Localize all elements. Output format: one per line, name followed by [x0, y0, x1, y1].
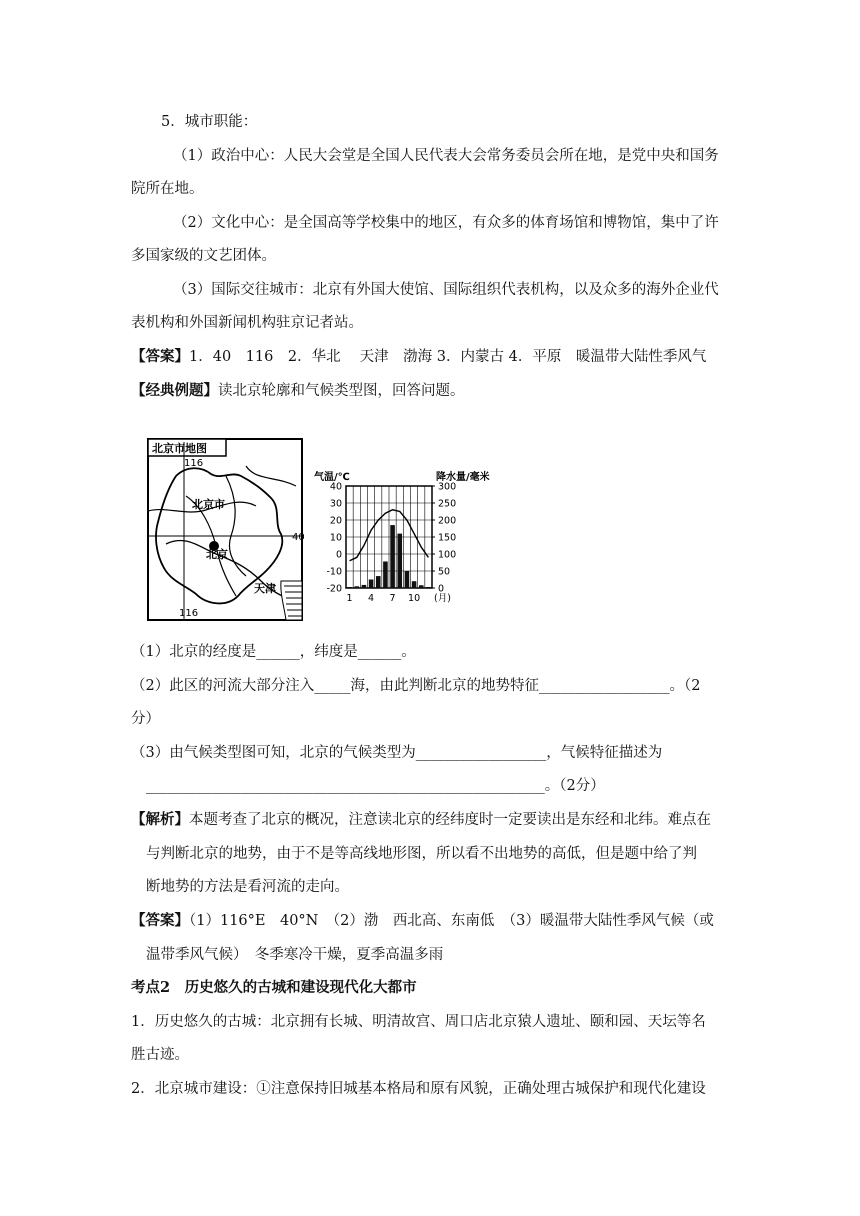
answer-1: [131, 346, 706, 368]
answer-2-line-1: [131, 910, 714, 932]
kp2-item-1-line-2: 胜古迹。: [131, 1047, 189, 1063]
precip-bar-11: [419, 585, 424, 588]
precip-tick-2: 200: [438, 515, 457, 527]
precip-bar-12: [426, 587, 431, 588]
month-tick-2: 7: [389, 593, 396, 604]
temp-tick-5: -10: [326, 566, 342, 578]
month-tick-3: 10: [408, 593, 421, 604]
s5-item-1-line-2: 院所在地。: [131, 181, 204, 197]
s5-item-2-line-1: （2）文化中心：是全国高等学校集中的地区，有众多的体育场馆和博物馆，集中了许: [173, 215, 719, 231]
precip-bar-7: [390, 525, 395, 588]
s5-item-3-line-2: 表机构和外国新闻机构驻京记者站。: [131, 315, 363, 331]
question-2-line-2: 分）: [131, 711, 160, 727]
label-beijing: 北京: [206, 548, 228, 561]
precip-axis-label: 降水量/毫米: [436, 472, 490, 483]
question-2-line-1: （2）此区的河流大部分注入_____海，由此判断北京的地势特征__________________。（2: [131, 678, 701, 694]
precip-tick-0: 300: [438, 481, 457, 493]
question-3-line-2: _______________________________________________________。（2分）: [146, 778, 605, 794]
section-5-title: 5．城市职能：: [161, 114, 258, 130]
beijing-map-and-climate-figure: [146, 436, 536, 622]
analysis-line-1: [131, 809, 711, 831]
precip-bar-5: [376, 576, 381, 588]
answer-2-line-2: 温带季风气候） 冬季寒冷干燥，夏季高温多雨: [146, 947, 444, 963]
precip-tick-4: 100: [438, 549, 457, 561]
analysis-line-3: 断地势的方法是看河流的走向。: [146, 879, 349, 895]
precip-bar-9: [405, 571, 410, 588]
precip-tick-5: 50: [438, 566, 451, 578]
temp-tick-6: -20: [326, 583, 342, 595]
answer-text: 1．40 116 2．华北 天津 渤海 3．内蒙古 4．平原 暖温带大陆性季风气: [189, 349, 707, 365]
kp2-item-2-line-1: 2．北京城市建设：①注意保持旧城基本格局和原有风貌，正确处理古城保护和现代化建设: [131, 1081, 706, 1097]
climate-chart: [314, 470, 490, 604]
precip-bar-3: [362, 585, 367, 588]
precip-tick-3: 150: [438, 532, 457, 544]
label-beijing-shi: 北京市: [192, 498, 225, 511]
temp-tick-1: 30: [329, 498, 342, 510]
temp-tick-0: 40: [329, 481, 342, 493]
month-tick-0: 1: [346, 593, 353, 604]
key-point-2-title: 考点2 历史悠久的古城和建设现代化大都市: [131, 979, 417, 996]
s5-item-2-line-2: 多国家级的文艺团体。: [131, 248, 276, 264]
analysis-tag: 【解析】: [131, 811, 189, 828]
precip-bar-1: [347, 587, 352, 588]
lon-label-top: 116: [184, 458, 204, 469]
beijing-outline-map: [148, 439, 305, 620]
precip-bar-4: [369, 580, 374, 589]
precip-tick-1: 250: [438, 498, 457, 510]
example-heading: [131, 380, 465, 402]
temp-axis-label: 气温/℃: [314, 472, 350, 483]
answer-2-text-1: （1）116°E 40°N （2）渤 西北高、东南低 （3）暖温带大陆性季风气候（或: [189, 913, 714, 929]
month-tick-4: (月): [434, 593, 451, 604]
precip-bar-6: [383, 561, 388, 588]
month-tick-1: 4: [368, 593, 375, 604]
s5-item-1-line-1: （1）政治中心：人民大会堂是全国人民代表大会常务委员会所在地，是党中央和国务: [173, 148, 719, 164]
example-tag: 【经典例题】: [131, 382, 218, 399]
precip-bar-10: [412, 581, 417, 588]
temp-tick-2: 20: [329, 515, 342, 527]
analysis-text-1: 本题考查了北京的概况，注意读北京的经纬度时一定要读出是东经和北纬。难点在: [189, 812, 711, 828]
precip-bar-2: [354, 586, 359, 588]
precip-bar-8: [397, 534, 402, 588]
map-title: 北京市地图: [152, 442, 207, 455]
question-1: （1）北京的经度是______，纬度是______。: [131, 644, 416, 660]
lat-label: 40: [292, 532, 305, 543]
question-3-line-1: （3）由气候类型图可知，北京的气候类型为__________________，气候特征描述为: [131, 745, 663, 761]
precip-tick-6: 0: [438, 583, 445, 595]
answer-tag: 【答案】: [131, 348, 189, 365]
example-text: 读北京轮廓和气候类型图，回答问题。: [218, 383, 465, 399]
analysis-line-2: 与判断北京的地势，由于不是等高线地形图，所以看不出地势的高低，但是题中给了判: [146, 846, 697, 862]
kp2-item-1-line-1: 1．历史悠久的古城：北京拥有长城、明清故宫、周口店北京猿人遗址、颐和园、天坛等名: [131, 1014, 706, 1030]
answer-2-tag: 【答案】: [131, 912, 189, 929]
label-tianjin: 天津: [254, 582, 276, 595]
temp-tick-3: 10: [329, 532, 342, 544]
s5-item-3-line-1: （3）国际交往城市：北京有外国大使馆、国际组织代表机构，以及众多的海外企业代: [173, 282, 719, 298]
lon-label-bottom: 116: [179, 608, 199, 619]
temp-tick-4: 0: [335, 549, 342, 561]
